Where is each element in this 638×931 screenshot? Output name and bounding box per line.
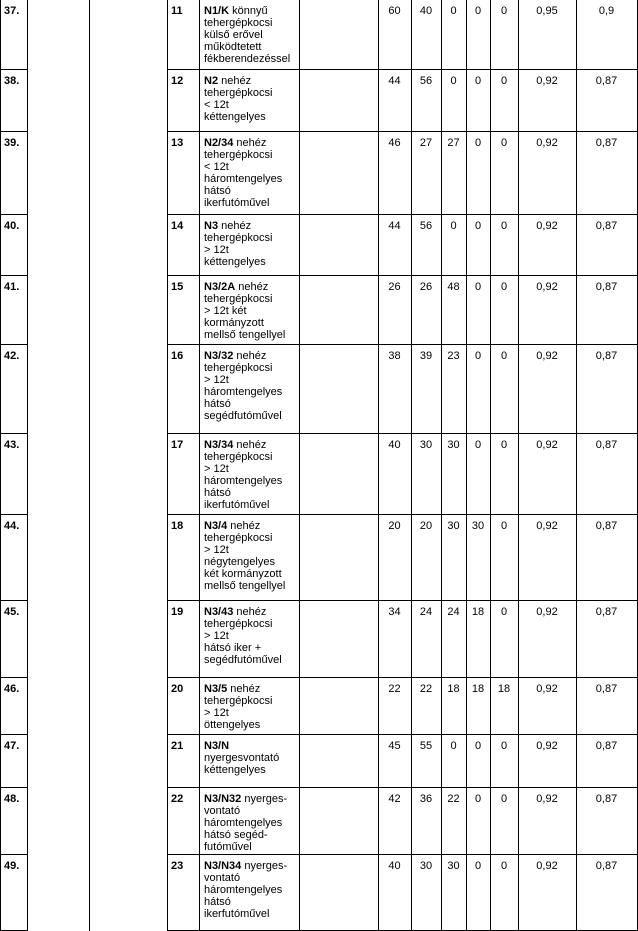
row-number: 43. bbox=[4, 439, 20, 451]
category-text: nehéz tehergépkocsi > 12t négytengelyes két kormányzott mellső tengellyel bbox=[204, 520, 286, 592]
table-horizontal-rule bbox=[167, 600, 638, 601]
table-horizontal-rule bbox=[167, 677, 638, 678]
category-code: N3/N34 bbox=[204, 860, 242, 872]
axle-share-3: 18 bbox=[447, 683, 460, 695]
category-code: N2 bbox=[204, 75, 219, 87]
factor-2: 0,87 bbox=[595, 520, 618, 532]
category-description bbox=[204, 860, 299, 920]
row-number: 45. bbox=[4, 606, 20, 618]
row-number: 44. bbox=[4, 520, 20, 532]
category-code: N3 bbox=[204, 220, 219, 232]
table-horizontal-rule bbox=[0, 600, 28, 601]
factor-1: 0,92 bbox=[536, 740, 558, 752]
factor-2: 0,9 bbox=[598, 5, 615, 17]
axle-share-5: 0 bbox=[500, 281, 508, 293]
factor-1: 0,92 bbox=[536, 220, 558, 232]
axle-share-4: 0 bbox=[474, 5, 482, 17]
axle-share-3: 30 bbox=[447, 860, 460, 872]
axle-share-2: 30 bbox=[419, 439, 433, 451]
row-number: 46. bbox=[4, 683, 20, 695]
table-horizontal-rule bbox=[0, 677, 28, 678]
category-code: N3/4 bbox=[204, 520, 228, 532]
category-id: 18 bbox=[171, 520, 184, 532]
table-horizontal-rule bbox=[167, 275, 638, 276]
factor-2: 0,87 bbox=[595, 281, 618, 293]
axle-share-2: 20 bbox=[419, 520, 433, 532]
category-description bbox=[204, 520, 299, 592]
category-description bbox=[204, 281, 299, 341]
factor-1: 0,92 bbox=[536, 606, 558, 618]
category-id: 20 bbox=[171, 683, 184, 695]
axle-share-1: 22 bbox=[388, 683, 401, 695]
factor-1: 0,92 bbox=[536, 281, 558, 293]
factor-2: 0,87 bbox=[595, 606, 618, 618]
category-description bbox=[204, 606, 299, 666]
factor-2: 0,87 bbox=[595, 137, 618, 149]
row-number: 40. bbox=[4, 220, 20, 232]
axle-share-4: 0 bbox=[474, 220, 482, 232]
factor-2: 0,87 bbox=[595, 860, 618, 872]
category-text: nehéz tehergépkocsi > 12t háromtengelyes hátsó segédfutóművel bbox=[204, 350, 283, 422]
axle-share-2: 30 bbox=[419, 860, 433, 872]
category-id: 11 bbox=[171, 5, 183, 17]
axle-share-1: 45 bbox=[388, 740, 401, 752]
factor-2: 0,87 bbox=[595, 350, 618, 362]
axle-share-3: 0 bbox=[450, 5, 457, 17]
category-text: könnyű tehergépkocsi külső erővel működtetett fékberendezéssel bbox=[204, 5, 291, 65]
table-horizontal-rule bbox=[0, 275, 28, 276]
axle-share-5: 0 bbox=[500, 520, 508, 532]
axle-share-1: 40 bbox=[388, 860, 401, 872]
category-id: 17 bbox=[171, 439, 184, 451]
axle-share-2: 55 bbox=[419, 740, 433, 752]
factor-1: 0,92 bbox=[536, 75, 558, 87]
category-description bbox=[204, 137, 299, 209]
category-code: N3/2A bbox=[204, 281, 236, 293]
factor-2: 0,87 bbox=[595, 220, 618, 232]
axle-share-5: 18 bbox=[497, 683, 511, 695]
row-number: 47. bbox=[4, 740, 20, 752]
axle-share-4: 0 bbox=[474, 75, 482, 87]
factor-2: 0,87 bbox=[595, 683, 618, 695]
table-vertical-rule bbox=[27, 0, 28, 931]
table-vertical-rule bbox=[89, 0, 90, 931]
table-horizontal-rule bbox=[0, 214, 28, 215]
axle-share-1: 40 bbox=[388, 439, 401, 451]
category-description bbox=[204, 439, 299, 511]
factor-2: 0,87 bbox=[595, 793, 618, 805]
table-vertical-rule bbox=[0, 0, 1, 931]
row-number: 37. bbox=[4, 5, 20, 17]
axle-share-2: 56 bbox=[419, 75, 433, 87]
category-code: N2/34 bbox=[204, 137, 234, 149]
axle-share-1: 44 bbox=[388, 220, 401, 232]
category-text: nehéz tehergépkocsi > 12t két kormányzott mellső tengellyel bbox=[204, 281, 286, 341]
axle-share-3: 0 bbox=[450, 75, 457, 87]
category-description bbox=[204, 75, 299, 123]
axle-share-2: 36 bbox=[419, 793, 433, 805]
table-horizontal-rule bbox=[0, 344, 28, 345]
factor-1: 0,95 bbox=[536, 5, 558, 17]
table-horizontal-rule bbox=[0, 854, 28, 855]
category-text: nyergesvontató kéttengelyes bbox=[204, 752, 280, 776]
category-description bbox=[204, 683, 299, 731]
table-horizontal-rule bbox=[0, 787, 28, 788]
factor-2: 0,87 bbox=[595, 75, 618, 87]
axle-share-3: 0 bbox=[450, 220, 457, 232]
table-horizontal-rule bbox=[167, 131, 638, 132]
category-text: nyerges- vontató háromtengelyes hátsó segéd- futóművel bbox=[204, 793, 288, 853]
axle-share-3: 24 bbox=[447, 606, 460, 618]
category-text: nehéz tehergépkocsi > 12t hátsó iker + segédfutóművel bbox=[204, 606, 282, 666]
category-id: 13 bbox=[171, 137, 184, 149]
axle-share-2: 56 bbox=[419, 220, 433, 232]
axle-share-1: 38 bbox=[388, 350, 401, 362]
axle-share-5: 0 bbox=[500, 75, 508, 87]
table-vertical-rule bbox=[199, 0, 200, 931]
axle-share-4: 0 bbox=[474, 137, 482, 149]
axle-share-4: 18 bbox=[471, 606, 485, 618]
table-horizontal-rule bbox=[0, 69, 28, 70]
axle-share-5: 0 bbox=[500, 350, 508, 362]
category-description bbox=[204, 5, 299, 65]
category-code: N3/N32 bbox=[204, 793, 242, 805]
table-vertical-rule bbox=[299, 0, 300, 931]
factor-1: 0,92 bbox=[536, 520, 558, 532]
category-id: 22 bbox=[171, 793, 184, 805]
axle-share-3: 30 bbox=[447, 520, 460, 532]
axle-share-2: 40 bbox=[419, 5, 433, 17]
axle-share-5: 0 bbox=[500, 439, 508, 451]
category-description bbox=[204, 740, 299, 776]
category-code: N3/34 bbox=[204, 439, 234, 451]
category-id: 14 bbox=[171, 220, 184, 232]
table-horizontal-rule bbox=[167, 433, 638, 434]
axle-share-1: 34 bbox=[388, 606, 401, 618]
axle-share-3: 22 bbox=[447, 793, 460, 805]
row-number: 38. bbox=[4, 75, 20, 87]
table-horizontal-rule bbox=[0, 514, 28, 515]
category-text: nyerges- vontató háromtengelyes hátsó ikerfutóművel bbox=[204, 860, 288, 920]
category-id: 15 bbox=[171, 281, 184, 293]
category-id: 21 bbox=[171, 740, 184, 752]
factor-1: 0,92 bbox=[536, 439, 558, 451]
axle-share-3: 0 bbox=[450, 740, 457, 752]
axle-share-1: 20 bbox=[388, 520, 401, 532]
factor-1: 0,92 bbox=[536, 683, 558, 695]
table-horizontal-rule bbox=[0, 734, 28, 735]
axle-share-4: 0 bbox=[474, 793, 482, 805]
axle-share-2: 22 bbox=[419, 683, 433, 695]
axle-share-5: 0 bbox=[500, 860, 508, 872]
category-text: nehéz tehergépkocsi > 12t kéttengelyes bbox=[204, 220, 273, 268]
table-horizontal-rule bbox=[0, 433, 28, 434]
factor-1: 0,92 bbox=[536, 860, 558, 872]
category-code: N3/43 bbox=[204, 606, 234, 618]
axle-share-4: 30 bbox=[471, 520, 485, 532]
category-description bbox=[204, 793, 299, 853]
axle-share-1: 46 bbox=[388, 137, 401, 149]
axle-share-2: 26 bbox=[419, 281, 433, 293]
category-text: nehéz tehergépkocsi < 12t kéttengelyes bbox=[204, 75, 273, 123]
category-text: nehéz tehergépkocsi > 12t öttengelyes bbox=[204, 683, 273, 731]
row-number: 39. bbox=[4, 137, 20, 149]
table-horizontal-rule bbox=[167, 854, 638, 855]
table-horizontal-rule bbox=[167, 69, 638, 70]
axle-share-5: 0 bbox=[500, 137, 508, 149]
factor-1: 0,92 bbox=[536, 350, 558, 362]
table-horizontal-rule bbox=[167, 344, 638, 345]
factor-2: 0,87 bbox=[595, 439, 618, 451]
axle-share-5: 0 bbox=[500, 606, 508, 618]
axle-share-5: 0 bbox=[500, 220, 508, 232]
axle-share-4: 0 bbox=[474, 439, 482, 451]
axle-share-3: 23 bbox=[447, 350, 460, 362]
category-code: N3/5 bbox=[204, 683, 228, 695]
category-id: 19 bbox=[171, 606, 184, 618]
axle-share-1: 60 bbox=[388, 5, 401, 17]
axle-share-3: 48 bbox=[447, 281, 460, 293]
category-id: 16 bbox=[171, 350, 184, 362]
axle-share-5: 0 bbox=[500, 5, 508, 17]
table-horizontal-rule bbox=[167, 787, 638, 788]
category-description bbox=[204, 350, 299, 422]
category-id: 23 bbox=[171, 860, 184, 872]
axle-share-2: 24 bbox=[419, 606, 433, 618]
axle-share-3: 27 bbox=[447, 137, 460, 149]
axle-share-2: 27 bbox=[419, 137, 433, 149]
factor-1: 0,92 bbox=[536, 137, 558, 149]
factor-2: 0,87 bbox=[595, 740, 618, 752]
axle-share-4: 0 bbox=[474, 740, 482, 752]
row-number: 48. bbox=[4, 793, 20, 805]
category-description bbox=[204, 220, 299, 268]
axle-share-4: 0 bbox=[474, 350, 482, 362]
category-code: N3/N bbox=[204, 740, 230, 752]
table-horizontal-rule bbox=[167, 514, 638, 515]
row-number: 41. bbox=[4, 281, 20, 293]
row-number: 49. bbox=[4, 860, 20, 872]
table-horizontal-rule bbox=[167, 734, 638, 735]
axle-share-4: 18 bbox=[471, 683, 485, 695]
axle-share-5: 0 bbox=[500, 740, 508, 752]
category-text: nehéz tehergépkocsi > 12t háromtengelyes hátsó ikerfutóművel bbox=[204, 439, 283, 511]
axle-share-2: 39 bbox=[419, 350, 433, 362]
axle-share-1: 42 bbox=[388, 793, 401, 805]
table-horizontal-rule bbox=[0, 131, 28, 132]
axle-share-5: 0 bbox=[500, 793, 508, 805]
axle-share-1: 26 bbox=[388, 281, 401, 293]
factor-1: 0,92 bbox=[536, 793, 558, 805]
category-text: nehéz tehergépkocsi < 12t háromtengelyes hátsó ikerfutóművel bbox=[204, 137, 283, 209]
table-vertical-rule bbox=[167, 0, 168, 931]
table-horizontal-rule bbox=[167, 214, 638, 215]
row-number: 42. bbox=[4, 350, 20, 362]
axle-share-4: 0 bbox=[474, 281, 482, 293]
axle-share-3: 30 bbox=[447, 439, 460, 451]
category-code: N3/32 bbox=[204, 350, 234, 362]
axle-share-4: 0 bbox=[474, 860, 482, 872]
category-id: 12 bbox=[171, 75, 184, 87]
axle-share-1: 44 bbox=[388, 75, 401, 87]
category-code: N1/K bbox=[204, 5, 230, 17]
